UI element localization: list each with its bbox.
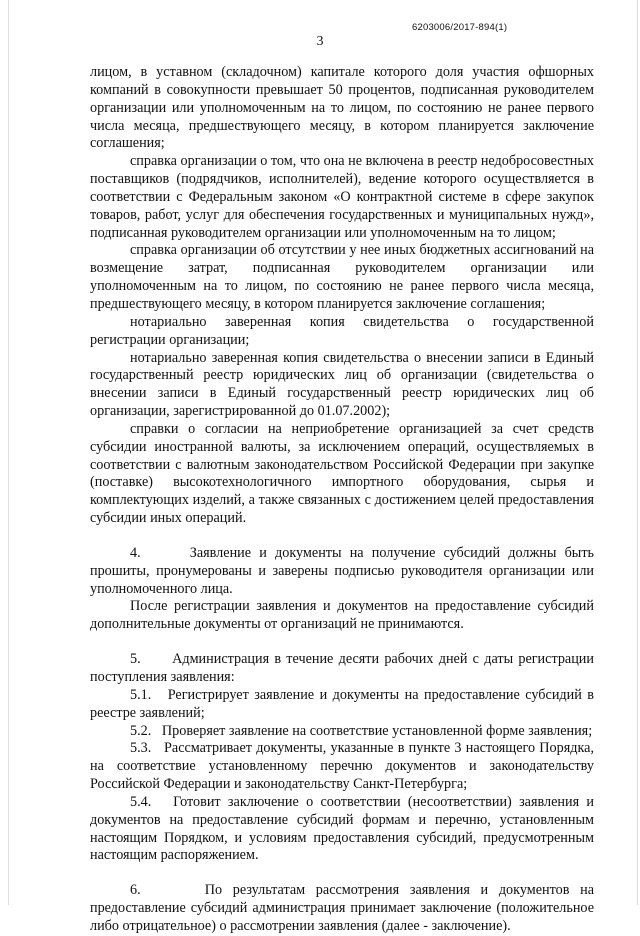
document-body <box>90 64 594 936</box>
paragraph-registration-certificate-copy: нотариально заверенная копия свидетельства о государственной регистрации организации; <box>90 313 594 348</box>
paragraph-after-registration: После регистрации заявления и документов на предоставление субсидий дополнительные документы от организаций не принимаются. <box>90 598 594 633</box>
paragraph-continuation: лицом, в уставном (складочном) капитале которого доля участия офшорных компаний в совокупности превышает 50 процентов, подписанная руководителем организации или уполномоченным на то лицом, по состоянию не ранее первого числа месяца, предшествующего месяцу, в котором планируется заключение соглашения; <box>90 64 594 152</box>
paragraph-budget-allocations-certificate: справка организации об отсутствии у нее иных бюджетных ассигнований на возмещение затрат, подписанная руководителем организации или уполномоченным на то лицом, по состоянию не ранее первого числа месяца, предшествующего месяцу, в котором планируется заключение соглашения; <box>90 242 594 312</box>
scan-left-edge <box>8 0 9 905</box>
document-code: 6203006/2017-894(1) <box>412 22 508 33</box>
paragraph-item-5-4: 5.4. Готовит заключение о соответствии (несоответствии) заявления и документов на предоставление субсидий формам и перечню, установленным настоящим Порядком, и условиям предоставления субсидий, предусмотренным настоящим распоряжением. <box>90 793 594 864</box>
paragraph-item-6: 6. По результатам рассмотрения заявления и документов на предоставление субсидий администрация принимает заключение (положительное либо отрицательное) о рассмотрении заявления (далее - заключение). <box>90 882 594 934</box>
paragraph-item-5-1: 5.1. Регистрирует заявление и документы на предоставление субсидий в реестре заявлений; <box>90 686 594 721</box>
paragraph-unfair-suppliers-certificate: справка организации о том, что она не включена в реестр недобросовестных поставщиков (подрядчиков, исполнителей), ведение которого осуществляется в соответствии с Федеральным законом «О контрактной системе в сфере закупок товаров, работ, услуг для обеспечения государственных и муниципальных нужд», подписанная руководителем организации или уполномоченным на то лицом; <box>90 153 594 241</box>
paragraph-item-4: 4. Заявление и документы на получение субсидий должны быть прошиты, пронумерованы и заверены подписью руководителя организации или уполномоченного лица. <box>90 544 594 597</box>
paragraph-item-5: 5. Администрация в течение десяти рабочих дней с даты регистрации поступления заявления: <box>90 651 594 685</box>
scan-right-edge <box>637 0 638 905</box>
paragraph-item-5-3: 5.3. Рассматривает документы, указанные в пункте 3 настоящего Порядка, на соответствие установленному перечню документов и законодательству Российской Федерации и законодательству Санкт-Петербурга; <box>90 740 594 793</box>
paragraph-egrul-certificate-copy: нотариально заверенная копия свидетельства о внесении записи в Единый государственный реестр юридических лиц об организации (свидетельства о внесении записи в Единый государственный реестр юридических лиц об организации, зарегистрированной до 01.07.2002); <box>90 349 594 420</box>
paragraph-currency-consent: справки о согласии на неприобретение организацией за счет средств субсидии иностранной валюты, за исключением операций, осуществляемых в соответствии с валютным законодательством Российской Федерации при закупке (поставке) высокотехнологичного импортного оборудования, сырья и комплектующих изделий, а также связанных с достижением целей предоставления субсидии иных операций. <box>90 420 594 527</box>
page-number: 3 <box>316 34 324 49</box>
paragraph-item-5-2: 5.2. Проверяет заявление на соответствие установленной форме заявления; <box>130 722 593 739</box>
